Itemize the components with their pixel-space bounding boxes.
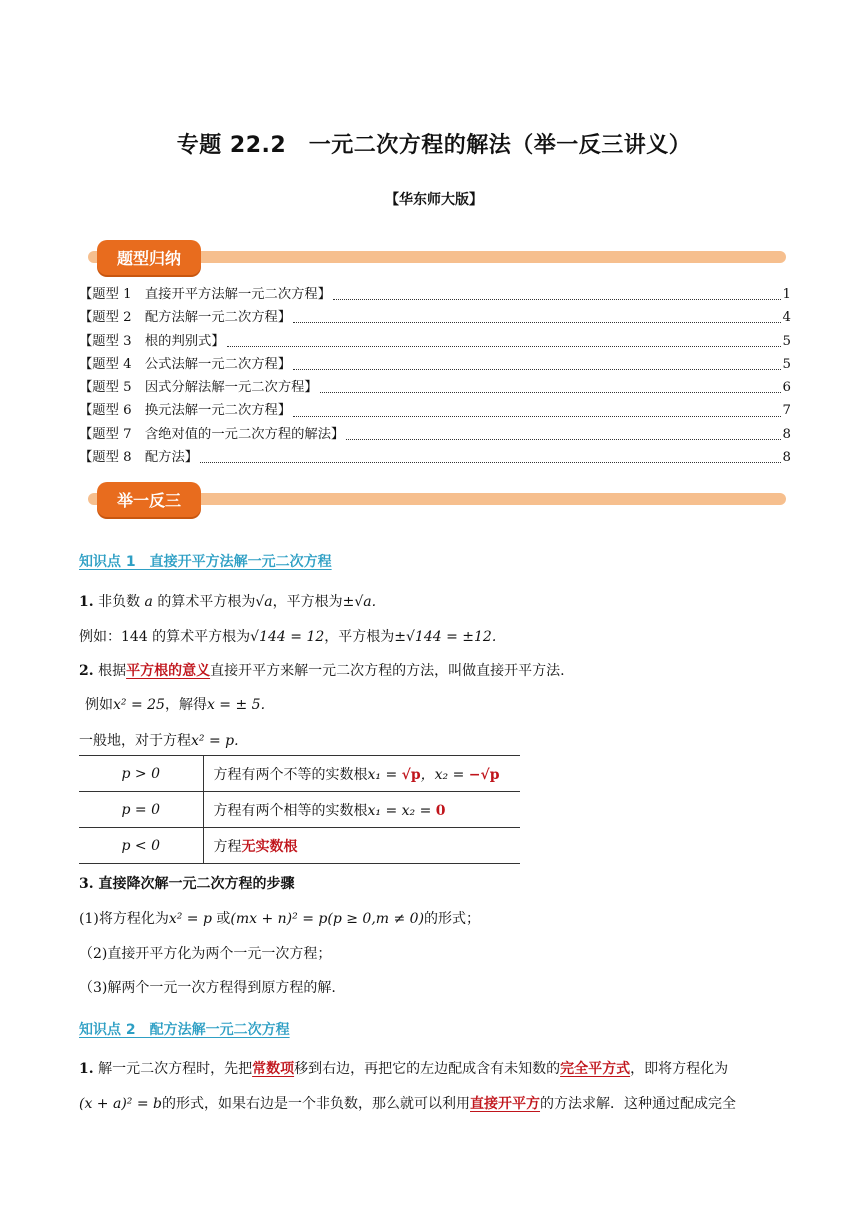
steps-heading: 3. 直接降次解一元二次方程的步骤 bbox=[79, 876, 295, 892]
math-expression: x = ± 5. bbox=[206, 697, 266, 713]
text: ，即将方程化为 bbox=[630, 1061, 729, 1077]
table-cell-result bbox=[203, 756, 520, 792]
toc-leader bbox=[333, 299, 781, 300]
text: 例如：144 的算术平方根为 bbox=[79, 629, 251, 645]
math-variable: a bbox=[144, 594, 153, 610]
paragraph bbox=[79, 660, 565, 680]
section-badge-practice: 举一反三 bbox=[97, 482, 201, 517]
item-number: 1. bbox=[79, 1061, 94, 1077]
table-cell-condition: p > 0 bbox=[79, 756, 203, 792]
paragraph bbox=[79, 1093, 736, 1113]
toc-entry-label: 【题型 7 含绝对值的一元二次方程的解法】 bbox=[79, 426, 345, 442]
math-expression: (mx + n)² = p(p ≥ 0,m ≠ 0) bbox=[230, 911, 425, 927]
text: 的算术平方根为 bbox=[152, 594, 256, 610]
toc-entry-label: 【题型 5 因式分解法解一元二次方程】 bbox=[79, 380, 318, 396]
toc-entry-page: 8 bbox=[782, 426, 791, 442]
toc-entry[interactable] bbox=[79, 330, 791, 353]
toc-entry-page: 8 bbox=[782, 450, 791, 466]
toc-entry[interactable] bbox=[79, 376, 791, 399]
math-expression: x₁ = bbox=[367, 766, 402, 783]
math-expression: ±√144 = ±12. bbox=[394, 629, 497, 645]
text: ，平方根为 bbox=[324, 629, 395, 645]
math-expression: √a bbox=[255, 594, 273, 610]
paragraph: （2)直接开平方化为两个一元一次方程； bbox=[79, 946, 332, 962]
item-number: 1. bbox=[79, 594, 94, 610]
toc-leader bbox=[227, 346, 781, 347]
toc-entry[interactable] bbox=[79, 353, 791, 376]
highlighted-term: 平方根的意义 bbox=[126, 663, 211, 679]
knowledge-point-heading: 知识点 2 配方法解一元二次方程 bbox=[79, 1022, 290, 1038]
toc-entry[interactable] bbox=[79, 306, 791, 329]
toc-leader bbox=[293, 416, 780, 417]
toc-entry-page: 6 bbox=[782, 380, 791, 396]
text: 例如 bbox=[85, 697, 113, 713]
toc-entry-page: 1 bbox=[782, 287, 791, 302]
math-expression: x² = p bbox=[168, 911, 212, 927]
text: 根据 bbox=[93, 663, 127, 679]
math-expression: x² = p. bbox=[191, 733, 239, 749]
text: 方程有两个相等的实数根 bbox=[213, 802, 368, 819]
toc-entry-page: 5 bbox=[782, 333, 791, 349]
text: 方程有两个不等的实数根 bbox=[213, 766, 368, 783]
text: 移到右边，再把它的左边配成含有未知数的 bbox=[294, 1061, 561, 1077]
toc-entry-label: 【题型 2 配方法解一元二次方程】 bbox=[79, 310, 292, 326]
math-expression: (x + a)² = b bbox=[79, 1096, 163, 1112]
roots-condition-table bbox=[79, 755, 520, 864]
highlighted-term: 常数项 bbox=[252, 1061, 295, 1077]
table-cell-result bbox=[203, 828, 520, 864]
text: ，解得 bbox=[164, 697, 207, 713]
knowledge-point-heading: 知识点 1 直接开平方法解一元二次方程 bbox=[79, 554, 332, 570]
paragraph bbox=[79, 730, 239, 750]
text: ，平方根为 bbox=[272, 594, 343, 610]
toc-leader bbox=[293, 369, 780, 370]
toc-entry[interactable] bbox=[79, 283, 791, 306]
highlighted-term: 直接开平方 bbox=[470, 1096, 541, 1112]
table-cell-condition: p < 0 bbox=[79, 828, 203, 864]
table-row bbox=[79, 756, 520, 792]
text: 解一元二次方程时，先把 bbox=[93, 1061, 253, 1077]
text: 方程 bbox=[213, 838, 242, 855]
table-cell-condition: p = 0 bbox=[79, 792, 203, 828]
table-of-contents bbox=[79, 283, 791, 469]
paragraph bbox=[85, 694, 265, 714]
toc-entry-label: 【题型 6 换元法解一元二次方程】 bbox=[79, 403, 292, 419]
text: 非负数 bbox=[93, 594, 145, 610]
math-expression: x² = 25 bbox=[113, 697, 165, 713]
toc-leader bbox=[200, 462, 780, 463]
math-expression: x₁ = x₂ = bbox=[367, 802, 436, 819]
toc-entry-page: 7 bbox=[782, 403, 791, 419]
toc-leader bbox=[293, 322, 780, 323]
paragraph bbox=[79, 1058, 728, 1078]
toc-entry-page: 5 bbox=[782, 356, 791, 372]
text: 的形式； bbox=[424, 911, 481, 927]
text: 的形式，如果右边是一个非负数，那么就可以利用 bbox=[162, 1096, 471, 1112]
toc-entry-page: 4 bbox=[782, 310, 791, 326]
table-row bbox=[79, 792, 520, 828]
toc-leader bbox=[320, 392, 781, 393]
document-title: 专题 22.2 一元二次方程的解法（举一反三讲义） bbox=[176, 133, 692, 158]
math-root: 0 bbox=[435, 802, 446, 819]
paragraph bbox=[79, 908, 480, 928]
math-root: −√p bbox=[468, 766, 500, 783]
toc-entry[interactable] bbox=[79, 446, 791, 469]
math-expression: ±√a. bbox=[342, 594, 377, 610]
highlighted-term: 无实数根 bbox=[241, 838, 298, 855]
toc-leader bbox=[346, 439, 780, 440]
math-expression: ，x₂ = bbox=[420, 766, 469, 783]
text: 一般地，对于方程 bbox=[79, 733, 191, 749]
text: 直接开平方来解一元二次方程的方法，叫做直接开平方法. bbox=[210, 663, 565, 679]
paragraph bbox=[79, 626, 496, 646]
table-row bbox=[79, 828, 520, 864]
table-cell-result bbox=[203, 792, 520, 828]
paragraph: （3)解两个一元一次方程得到原方程的解. bbox=[79, 980, 336, 996]
toc-entry-label: 【题型 8 配方法】 bbox=[79, 450, 199, 466]
toc-entry-label: 【题型 1 直接开平方法解一元二次方程】 bbox=[79, 287, 332, 302]
text: 或 bbox=[211, 911, 231, 927]
text: (1)将方程化为 bbox=[79, 911, 169, 927]
toc-entry[interactable] bbox=[79, 399, 791, 422]
text: 的方法求解．这种通过配成完全 bbox=[540, 1096, 737, 1112]
highlighted-term: 完全平方式 bbox=[560, 1061, 631, 1077]
item-number: 2. bbox=[79, 663, 94, 679]
toc-entry-label: 【题型 4 公式法解一元二次方程】 bbox=[79, 356, 292, 372]
toc-entry[interactable] bbox=[79, 423, 791, 446]
section-badge-toc: 题型归纳 bbox=[97, 240, 201, 275]
math-expression: √144 = 12 bbox=[250, 629, 325, 645]
paragraph bbox=[79, 591, 376, 611]
toc-entry-label: 【题型 3 根的判别式】 bbox=[79, 333, 225, 349]
edition-label: 【华东师大版】 bbox=[385, 192, 483, 208]
math-root: √p bbox=[401, 766, 421, 783]
